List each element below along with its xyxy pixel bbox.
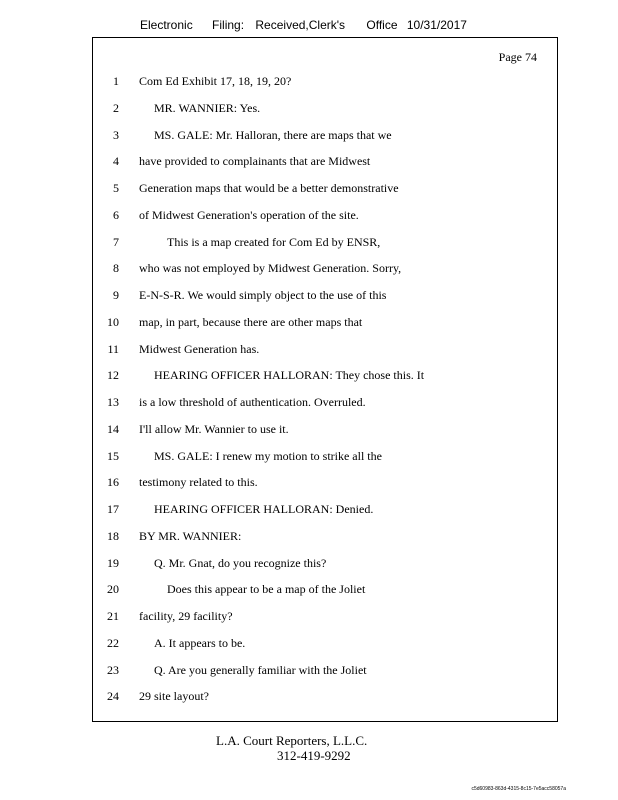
line-text: Generation maps that would be a better demonstrative <box>139 181 399 195</box>
header-received: Received,Clerk's <box>255 18 346 32</box>
line-number: 4 <box>113 154 119 169</box>
line-number: 11 <box>107 341 119 356</box>
line-text: Midwest Generation has. <box>139 341 260 356</box>
transcript-line <box>93 609 557 625</box>
line-text: MS. GALE: I renew my motion to strike all the <box>154 448 382 463</box>
transcript-line <box>93 288 557 304</box>
line-text: HEARING OFFICER HALLORAN: They chose this. It <box>154 368 425 383</box>
line-text: I'll allow Mr. Wannier to use it. <box>139 421 289 436</box>
line-text: A. It appears to be. <box>154 635 246 650</box>
line-text: This is a map created for Com Ed by ENSR, <box>167 234 381 249</box>
header-date: 10/31/2017 <box>406 18 467 32</box>
line-number: 22 <box>107 635 119 650</box>
transcript-line <box>93 181 557 197</box>
line-number: 12 <box>107 368 119 383</box>
transcript-line <box>93 529 557 545</box>
transcript-line <box>93 101 557 117</box>
transcript-line <box>93 368 557 384</box>
line-number: 8 <box>113 261 119 276</box>
transcript-line <box>93 128 557 144</box>
line-number: 7 <box>113 234 119 249</box>
transcript-line <box>93 261 557 277</box>
line-number: 15 <box>107 448 119 463</box>
line-number: 24 <box>107 689 119 704</box>
line-text: map, in part, because there are other maps that <box>139 314 363 329</box>
line-number: 13 <box>107 395 119 409</box>
line-number: 5 <box>113 181 119 195</box>
line-text: facility, 29 facility? <box>139 609 233 623</box>
line-number: 16 <box>107 475 119 490</box>
transcript-line <box>93 689 557 705</box>
line-text: Does this appear to be a map of the Joliet <box>167 582 366 597</box>
transcript-line <box>93 582 557 598</box>
line-number: 1 <box>113 74 119 88</box>
transcript-line <box>93 74 557 90</box>
transcript-line <box>93 342 557 358</box>
line-text: MS. GALE: Mr. Halloran, there are maps that we <box>154 127 392 142</box>
transcript-line <box>93 315 557 331</box>
document-hash: c5d60983-863d-4315-8c15-7e5acc58057a <box>471 786 566 792</box>
filing-stamp-header <box>140 18 467 32</box>
line-text: 29 site layout? <box>139 689 209 704</box>
transcript-line <box>93 663 557 679</box>
line-number: 23 <box>107 662 119 677</box>
transcript-line <box>93 422 557 438</box>
transcript-line <box>93 475 557 491</box>
transcript-line <box>93 208 557 224</box>
line-text: Q. Are you generally familiar with the Joliet <box>154 662 367 677</box>
transcript-line <box>93 235 557 251</box>
transcript-page-frame <box>92 37 558 722</box>
header-filing: Filing: <box>212 18 245 32</box>
line-text: HEARING OFFICER HALLORAN: Denied. <box>154 502 374 516</box>
transcript-line <box>93 636 557 652</box>
header-electronic: Electronic <box>140 18 193 32</box>
line-number: 10 <box>107 314 119 329</box>
line-text: MR. WANNIER: Yes. <box>154 100 261 115</box>
line-text: is a low threshold of authentication. Overruled. <box>139 395 366 409</box>
transcript-line <box>93 502 557 518</box>
line-text: E-N-S-R. We would simply object to the use of this <box>139 288 387 302</box>
transcript-line <box>93 449 557 465</box>
page-number: Page 74 <box>498 50 537 64</box>
header-office: Office <box>366 18 398 32</box>
line-text: who was not employed by Midwest Generation. Sorry, <box>139 261 402 276</box>
line-number: 3 <box>113 127 119 142</box>
line-text: testimony related to this. <box>139 475 258 490</box>
transcript-line <box>93 556 557 572</box>
line-number: 18 <box>107 528 119 543</box>
transcript-line <box>93 154 557 170</box>
line-number: 14 <box>107 421 119 436</box>
line-number: 9 <box>113 288 119 302</box>
line-text: have provided to complainants that are Midwest <box>139 154 371 169</box>
line-number: 20 <box>107 582 119 597</box>
line-number: 17 <box>107 502 119 516</box>
transcript-line <box>93 395 557 411</box>
line-text: Com Ed Exhibit 17, 18, 19, 20? <box>139 74 292 88</box>
line-text: Q. Mr. Gnat, do you recognize this? <box>154 555 327 570</box>
footer-company: L.A. Court Reporters, L.L.C. <box>216 733 368 748</box>
line-number: 2 <box>113 100 119 115</box>
line-text: BY MR. WANNIER: <box>139 528 242 543</box>
footer-phone: 312-419-9292 <box>277 748 351 763</box>
line-number: 6 <box>113 207 119 222</box>
line-text: of Midwest Generation's operation of the site. <box>139 207 359 222</box>
line-number: 19 <box>107 555 119 570</box>
line-number: 21 <box>107 609 119 623</box>
